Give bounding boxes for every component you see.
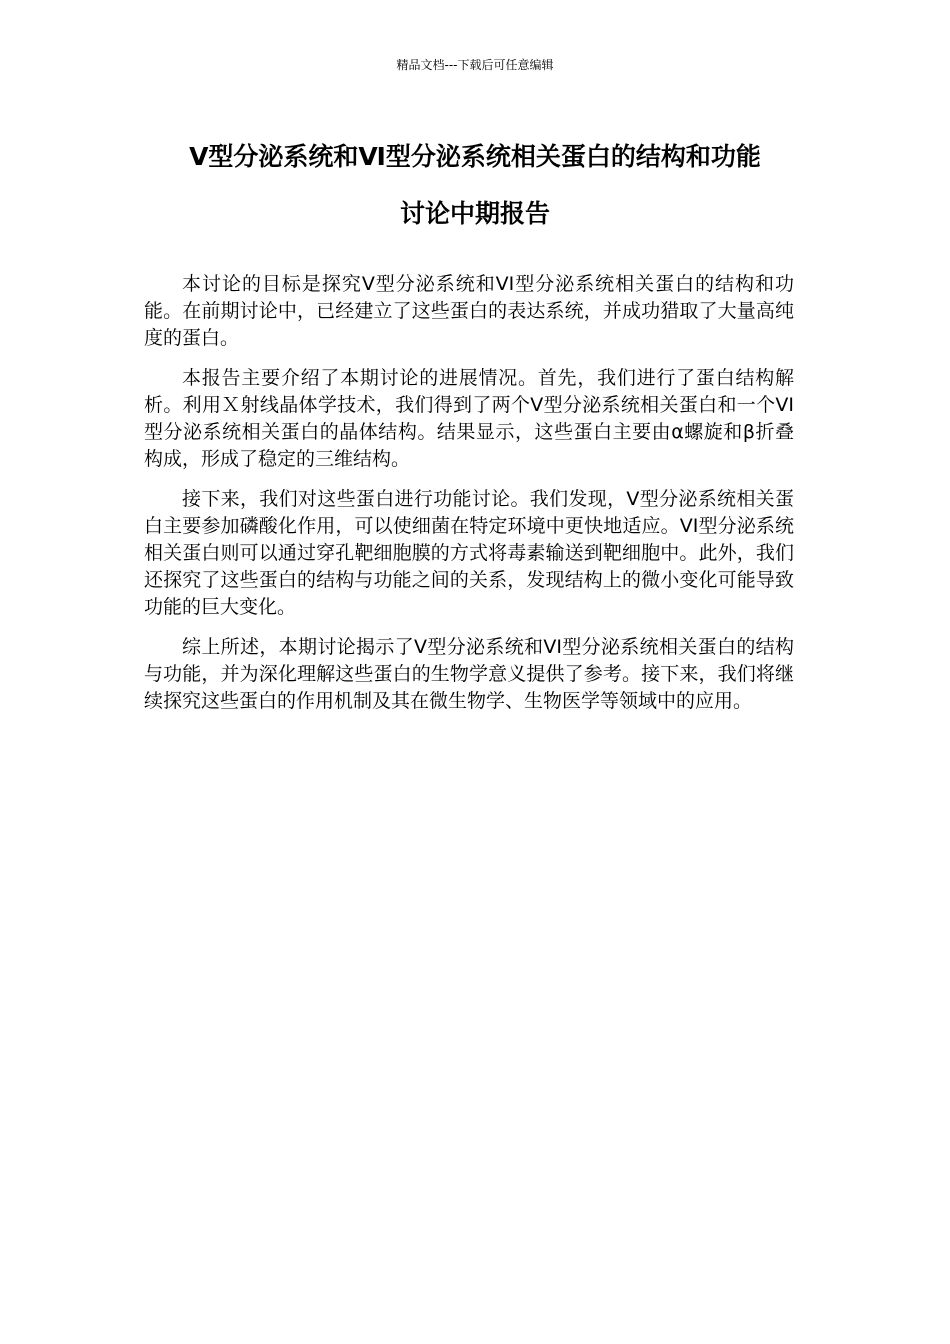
paragraph-summary: 综上所述，本期讨论揭示了Ⅴ型分泌系统和VI型分泌系统相关蛋白的结构与功能，并为深化理解这些蛋白的生物学意义提供了参考。接下来，我们将继续探究这些蛋白的作用机制及其在微生物学、生物医学等领域中的应用。 — [144, 636, 794, 712]
page-header: 精品文档---下载后可任意编辑 — [396, 58, 554, 72]
title-line-1: Ⅴ型分泌系统和Ⅵ型分泌系统相关蛋白的结构和功能 — [189, 142, 761, 171]
paragraph-function: 接下来，我们对这些蛋白进行功能讨论。我们发现，Ⅴ型分泌系统相关蛋白主要参加磷酸化作用，可以使细菌在特定环境中更快地适应。VI型分泌系统相关蛋白则可以通过穿孔靶细胞膜的方式将毒素输送到靶细胞中。此外，我们还探究了这些蛋白的结构与功能之间的关系，发现结构上的微小变化可能导致功能的巨大变化。 — [144, 488, 794, 618]
title-line-2: 讨论中期报告 — [399, 199, 550, 228]
paragraph-intro: 本讨论的目标是探究Ⅴ型分泌系统和VI型分泌系统相关蛋白的结构和功能。在前期讨论中，已经建立了这些蛋白的表达系统，并成功猎取了大量高纯度的蛋白。 — [144, 273, 794, 349]
paragraph-structure: 本报告主要介绍了本期讨论的进展情况。首先，我们进行了蛋白结构解析。利用Ｘ射线晶体学技术，我们得到了两个Ⅴ型分泌系统相关蛋白和一个VI型分泌系统相关蛋白的晶体结构。结果显示，这些蛋白主要由α螺旋和β折叠构成，形成了稳定的三维结构。 — [144, 367, 794, 470]
document-body — [144, 271, 794, 728]
document-title — [100, 128, 850, 242]
